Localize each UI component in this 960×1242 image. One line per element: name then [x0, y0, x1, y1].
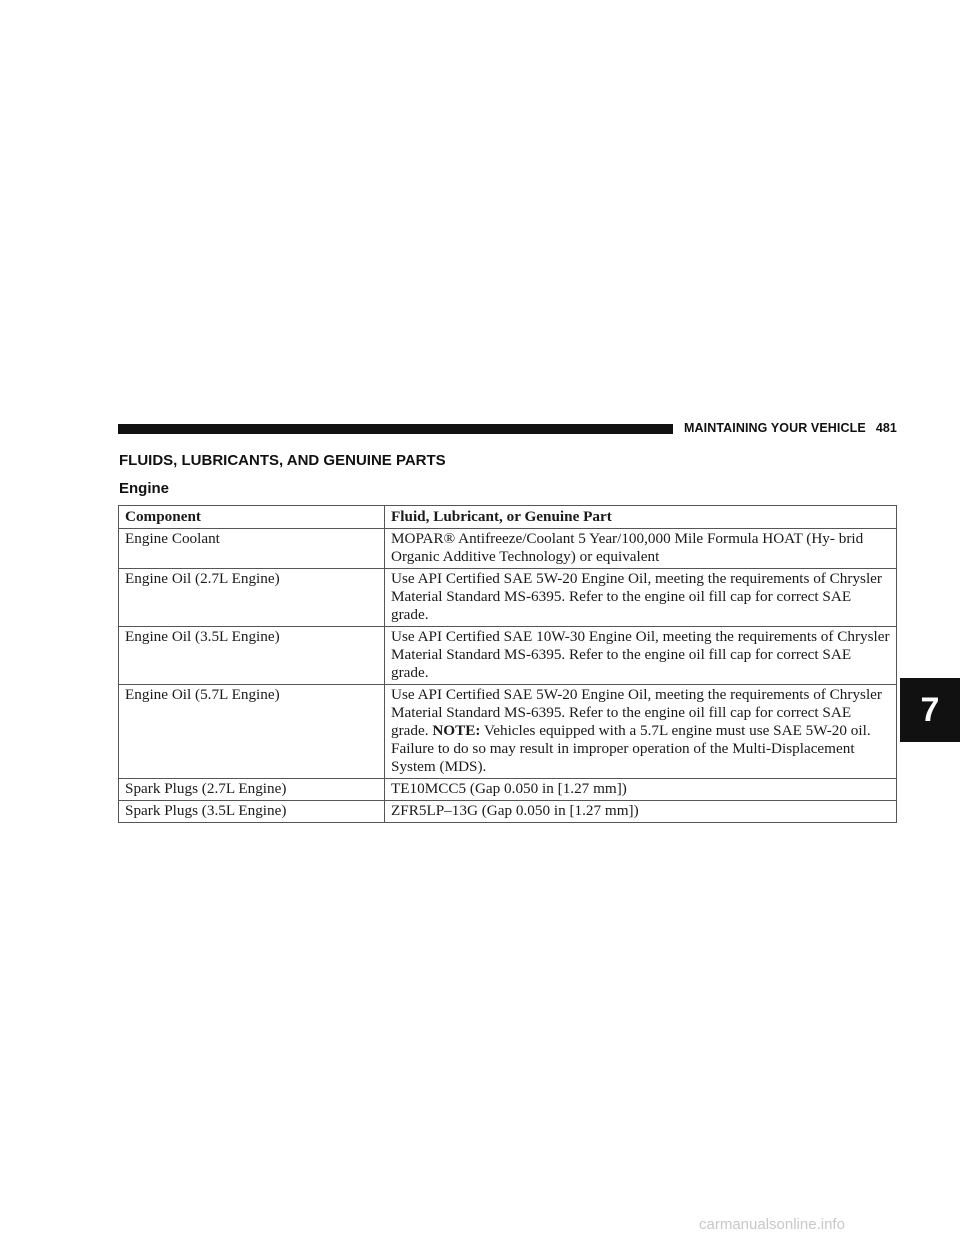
running-header: [684, 421, 897, 435]
running-title: MAINTAINING YOUR VEHICLE: [684, 421, 866, 435]
watermark: carmanualsonline.info: [699, 1216, 845, 1233]
subsection-title: Engine: [119, 480, 170, 497]
table-header-row: [119, 506, 897, 529]
part-cell: Use API Certified SAE 5W-20 Engine Oil, meeting the requirements of Chrysler Material Standard MS-6395. Refer to the engine oil fill cap for correct SAE grade.: [385, 569, 897, 627]
fluids-table: [118, 505, 897, 823]
table-row: [119, 569, 897, 627]
part-cell: ZFR5LP–13G (Gap 0.050 in [1.27 mm]): [385, 801, 897, 823]
table-row: [119, 529, 897, 569]
component-cell: Spark Plugs (3.5L Engine): [119, 801, 385, 823]
table-row: [119, 627, 897, 685]
note-text: Vehicles equipped with a 5.7L engine must use SAE 5W-20 oil. Failure to do so may result in improper operation of the Multi-Displacement System (MDS).: [391, 722, 871, 775]
column-header-component: Component: [119, 506, 385, 529]
component-cell: Engine Oil (5.7L Engine): [119, 685, 385, 779]
note-label: NOTE:: [432, 722, 481, 739]
component-cell: Engine Oil (3.5L Engine): [119, 627, 385, 685]
section-title: FLUIDS, LUBRICANTS, AND GENUINE PARTS: [119, 452, 446, 469]
page-number: 481: [875, 421, 897, 435]
part-cell: TE10MCC5 (Gap 0.050 in [1.27 mm]): [385, 779, 897, 801]
table-row: [119, 685, 897, 779]
part-cell: [385, 685, 897, 779]
component-cell: Engine Oil (2.7L Engine): [119, 569, 385, 627]
component-cell: Engine Coolant: [119, 529, 385, 569]
part-cell: MOPAR® Antifreeze/Coolant 5 Year/100,000 Mile Formula HOAT (Hy- brid Organic Additive Technology) or equivalent: [385, 529, 897, 569]
chapter-tab: 7: [900, 678, 960, 742]
part-text: Use API Certified SAE 5W-20 Engine Oil, meeting the requirements of Chrysler Material Standard MS-6395. Refer to the engine oil fill cap for correct SAE grade.: [391, 686, 882, 739]
table-row: [119, 801, 897, 823]
component-cell: Spark Plugs (2.7L Engine): [119, 779, 385, 801]
table-row: [119, 779, 897, 801]
column-header-part: Fluid, Lubricant, or Genuine Part: [385, 506, 897, 529]
part-cell: Use API Certified SAE 10W-30 Engine Oil, meeting the requirements of Chrysler Material Standard MS-6395. Refer to the engine oil fill cap for correct SAE grade.: [385, 627, 897, 685]
header-rule: [118, 424, 673, 434]
